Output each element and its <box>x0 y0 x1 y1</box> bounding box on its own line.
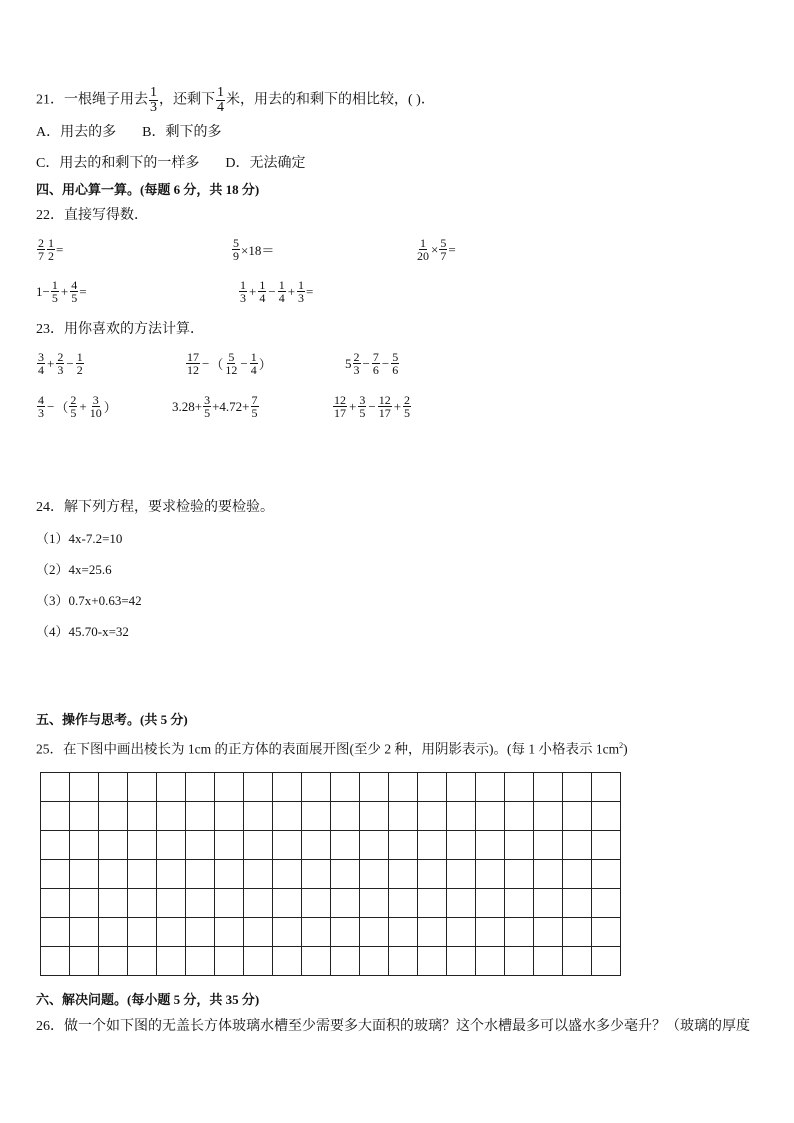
grid-cell[interactable] <box>70 802 99 831</box>
grid-cell[interactable] <box>534 918 563 947</box>
grid-cell[interactable] <box>244 831 273 860</box>
grid-cell[interactable] <box>99 947 128 976</box>
grid-cell[interactable] <box>534 947 563 976</box>
grid-cell[interactable] <box>505 773 534 802</box>
grid-cell[interactable] <box>331 860 360 889</box>
q23-expr-6: $\frac{12}{17}$ + $\frac{3}{5}$ − $\frac{12}{17}$ + $\frac{2}{5}$ <box>334 393 411 420</box>
grid-cell[interactable] <box>447 773 476 802</box>
grid-cell[interactable] <box>41 802 70 831</box>
grid-cell[interactable] <box>418 773 447 802</box>
grid-cell[interactable] <box>505 918 534 947</box>
grid-row <box>41 947 621 976</box>
grid-cell[interactable] <box>592 889 621 918</box>
grid-cell[interactable] <box>186 773 215 802</box>
grid-cell[interactable] <box>70 831 99 860</box>
q23-expr-5: 3.28+ $\frac{3}{5}$ +4.72+ $\frac{7}{5}$ <box>172 393 258 420</box>
grid-cell[interactable] <box>302 947 331 976</box>
grid-cell[interactable] <box>244 802 273 831</box>
fraction: $\frac{1}{4}$ <box>217 85 224 115</box>
q25-title: 25．在下图中画出棱长为 1cm 的正方体的表面展开图(至少 2 种，用阴影表示)。(每 1 小格表示 $1cm^2$) <box>36 741 628 757</box>
grid-cell[interactable] <box>99 860 128 889</box>
grid-cell[interactable] <box>563 947 592 976</box>
grid-row <box>41 831 621 860</box>
grid-row <box>41 889 621 918</box>
drawing-grid[interactable] <box>40 772 621 976</box>
grid-cell[interactable] <box>302 860 331 889</box>
grid-cell[interactable] <box>302 773 331 802</box>
q22-expr-5: $\frac{1}{3}$ + $\frac{1}{4}$ − $\frac{1}{4}$ + $\frac{1}{3}$ = <box>240 278 314 305</box>
grid-cell[interactable] <box>360 802 389 831</box>
grid-cell[interactable] <box>186 889 215 918</box>
q23-expr-4: $\frac{4}{3}$ − （ $\frac{2}{5}$ + $\frac{3}{10}$ ） <box>38 393 117 420</box>
grid-cell[interactable] <box>331 918 360 947</box>
grid-cell[interactable] <box>534 773 563 802</box>
grid-cell[interactable] <box>302 918 331 947</box>
grid-row <box>41 860 621 889</box>
grid-cell[interactable] <box>99 918 128 947</box>
grid-cell[interactable] <box>41 889 70 918</box>
grid-cell[interactable] <box>418 918 447 947</box>
grid-cell[interactable] <box>70 773 99 802</box>
grid-cell[interactable] <box>99 773 128 802</box>
grid-cell[interactable] <box>215 947 244 976</box>
grid-cell[interactable] <box>157 860 186 889</box>
grid-cell[interactable] <box>563 918 592 947</box>
grid-cell[interactable] <box>215 773 244 802</box>
grid-cell[interactable] <box>128 918 157 947</box>
q24-title: 24．解下列方程，要求检验的要检验。 <box>36 500 274 515</box>
grid-cell[interactable] <box>302 889 331 918</box>
grid-cell[interactable] <box>70 947 99 976</box>
grid-cell[interactable] <box>331 802 360 831</box>
grid-cell[interactable] <box>389 773 418 802</box>
grid-cell[interactable] <box>186 831 215 860</box>
q23-expr-3: 5 $\frac{2}{3}$ − $\frac{7}{6}$ − $\frac{5}{6}$ <box>345 350 399 377</box>
grid-cell[interactable] <box>447 831 476 860</box>
grid-cell[interactable] <box>476 889 505 918</box>
grid-cell[interactable] <box>505 831 534 860</box>
grid-cell[interactable] <box>389 889 418 918</box>
grid-cell[interactable] <box>157 802 186 831</box>
grid-cell[interactable] <box>592 831 621 860</box>
grid-cell[interactable] <box>244 889 273 918</box>
grid-cell[interactable] <box>418 889 447 918</box>
grid-cell[interactable] <box>534 860 563 889</box>
grid-cell[interactable] <box>186 860 215 889</box>
grid-cell[interactable] <box>157 947 186 976</box>
grid-cell[interactable] <box>505 947 534 976</box>
grid-cell[interactable] <box>418 831 447 860</box>
q21-options-row1 <box>36 124 221 142</box>
grid-cell[interactable] <box>302 831 331 860</box>
grid-cell[interactable] <box>447 918 476 947</box>
grid-cell[interactable] <box>41 773 70 802</box>
q22-expr-2: $\frac{5}{9}$ ×18＝ <box>233 236 275 263</box>
grid-cell[interactable] <box>302 802 331 831</box>
grid-cell[interactable] <box>186 802 215 831</box>
grid-cell[interactable] <box>447 947 476 976</box>
grid-cell[interactable] <box>563 773 592 802</box>
grid-cell[interactable] <box>273 831 302 860</box>
grid-cell[interactable] <box>476 918 505 947</box>
grid-cell[interactable] <box>563 860 592 889</box>
grid-cell[interactable] <box>360 773 389 802</box>
grid-cell[interactable] <box>273 860 302 889</box>
grid-cell[interactable] <box>476 831 505 860</box>
grid-cell[interactable] <box>99 802 128 831</box>
grid-cell[interactable] <box>447 860 476 889</box>
grid-cell[interactable] <box>215 802 244 831</box>
grid-cell[interactable] <box>128 831 157 860</box>
grid-cell[interactable] <box>389 860 418 889</box>
grid-cell[interactable] <box>128 773 157 802</box>
grid-cell[interactable] <box>447 889 476 918</box>
grid-cell[interactable] <box>360 947 389 976</box>
grid-cell[interactable] <box>215 889 244 918</box>
grid-cell[interactable] <box>186 947 215 976</box>
grid-cell[interactable] <box>244 947 273 976</box>
section-4-title: 四、用心算一算。(每题 6 分，共 18 分) <box>36 182 260 197</box>
q24-item-2: （2）4x=25.6 <box>36 562 112 577</box>
grid-cell[interactable] <box>99 831 128 860</box>
grid-cell[interactable] <box>157 889 186 918</box>
grid-cell[interactable] <box>592 773 621 802</box>
q21-stem: 21．一根绳子用去 $\frac{1}{3}$ ，还剩下 $\frac{1}{4}$ 米，用去的和剩下的相比较，( )． <box>36 85 435 115</box>
grid-cell[interactable] <box>244 773 273 802</box>
option-a: A．用去的多 <box>36 125 117 140</box>
grid-cell[interactable] <box>360 889 389 918</box>
grid-row <box>41 802 621 831</box>
grid-cell[interactable] <box>360 918 389 947</box>
grid-cell[interactable] <box>534 831 563 860</box>
option-b: B．剩下的多 <box>142 125 222 140</box>
grid-cell[interactable] <box>41 831 70 860</box>
grid-cell[interactable] <box>476 860 505 889</box>
grid-cell[interactable] <box>476 802 505 831</box>
q23-expr-1: $\frac{3}{4}$ + $\frac{2}{3}$ − $\frac{1}{2}$ <box>38 350 83 377</box>
grid-cell[interactable] <box>592 947 621 976</box>
grid-cell[interactable] <box>70 860 99 889</box>
grid-cell[interactable] <box>41 860 70 889</box>
grid-cell[interactable] <box>331 831 360 860</box>
grid-cell[interactable] <box>157 918 186 947</box>
section-6-title: 六、解决问题。(每小题 5 分，共 35 分) <box>36 992 260 1007</box>
grid-cell[interactable] <box>418 802 447 831</box>
grid-cell[interactable] <box>70 918 99 947</box>
grid-cell[interactable] <box>128 947 157 976</box>
grid-cell[interactable] <box>215 831 244 860</box>
section-5-title: 五、操作与思考。(共 5 分) <box>36 712 188 727</box>
q23-expr-2: $\frac{17}{12}$ − （ $\frac{5}{12}$ − $\frac{1}{4}$ ） <box>187 350 272 377</box>
q22-expr-1: $\frac{2}{7}$ $\frac{1}{2}$ = <box>38 236 64 263</box>
grid-cell[interactable] <box>563 831 592 860</box>
grid-cell[interactable] <box>592 918 621 947</box>
grid-cell[interactable] <box>273 773 302 802</box>
grid-cell[interactable] <box>331 947 360 976</box>
grid-cell[interactable] <box>244 860 273 889</box>
grid-cell[interactable] <box>157 773 186 802</box>
q22-expr-3: $\frac{1}{20}$ × $\frac{5}{7}$ = <box>417 236 456 263</box>
grid-cell[interactable] <box>70 889 99 918</box>
q24-item-4: （4）45.70-x=32 <box>36 624 129 639</box>
grid-cell[interactable] <box>128 889 157 918</box>
fraction: $\frac{1}{3}$ <box>150 85 157 115</box>
grid-cell[interactable] <box>505 889 534 918</box>
grid-cell[interactable] <box>273 802 302 831</box>
grid-cell[interactable] <box>41 947 70 976</box>
grid-cell[interactable] <box>447 802 476 831</box>
grid-cell[interactable] <box>215 918 244 947</box>
grid-cell[interactable] <box>534 889 563 918</box>
grid-cell[interactable] <box>186 918 215 947</box>
grid-cell[interactable] <box>505 860 534 889</box>
q22-expr-4: 1− $\frac{1}{5}$ + $\frac{4}{5}$ = <box>36 278 87 305</box>
q23-title: 23．用你喜欢的方法计算． <box>36 322 204 337</box>
grid-cell[interactable] <box>128 802 157 831</box>
q22-title: 22．直接写得数． <box>36 208 148 223</box>
grid-cell[interactable] <box>215 860 244 889</box>
grid-cell[interactable] <box>418 860 447 889</box>
grid-cell[interactable] <box>273 889 302 918</box>
grid-cell[interactable] <box>331 773 360 802</box>
grid-cell[interactable] <box>389 918 418 947</box>
grid-cell[interactable] <box>389 831 418 860</box>
grid-cell[interactable] <box>389 947 418 976</box>
grid-cell[interactable] <box>534 802 563 831</box>
option-c: C．用去的和剩下的一样多 <box>36 156 200 171</box>
grid-cell[interactable] <box>592 860 621 889</box>
grid-cell[interactable] <box>418 947 447 976</box>
grid-cell[interactable] <box>360 831 389 860</box>
q24-item-3: （3）0.7x+0.63=42 <box>36 593 142 608</box>
grid-row <box>41 773 621 802</box>
grid-cell[interactable] <box>592 802 621 831</box>
grid-cell[interactable] <box>476 773 505 802</box>
grid-cell[interactable] <box>273 947 302 976</box>
grid-cell[interactable] <box>99 889 128 918</box>
grid-cell[interactable] <box>128 860 157 889</box>
grid-cell[interactable] <box>273 918 302 947</box>
grid-cell[interactable] <box>563 889 592 918</box>
grid-cell[interactable] <box>389 802 418 831</box>
grid-cell[interactable] <box>505 802 534 831</box>
grid-cell[interactable] <box>476 947 505 976</box>
q26-title: 26．做一个如下图的无盖长方体玻璃水槽至少需要多大面积的玻璃？这个水槽最多可以盛水多少毫升？（玻璃的厚度 <box>36 1019 750 1034</box>
grid-cell[interactable] <box>331 889 360 918</box>
q21-options-row2 <box>36 155 305 173</box>
grid-cell[interactable] <box>41 918 70 947</box>
option-d: D．无法确定 <box>225 156 306 171</box>
grid-cell[interactable] <box>244 918 273 947</box>
grid-cell[interactable] <box>563 802 592 831</box>
q24-item-1: （1）4x-7.2=10 <box>36 531 123 546</box>
grid-cell[interactable] <box>157 831 186 860</box>
grid-row <box>41 918 621 947</box>
grid-cell[interactable] <box>360 860 389 889</box>
